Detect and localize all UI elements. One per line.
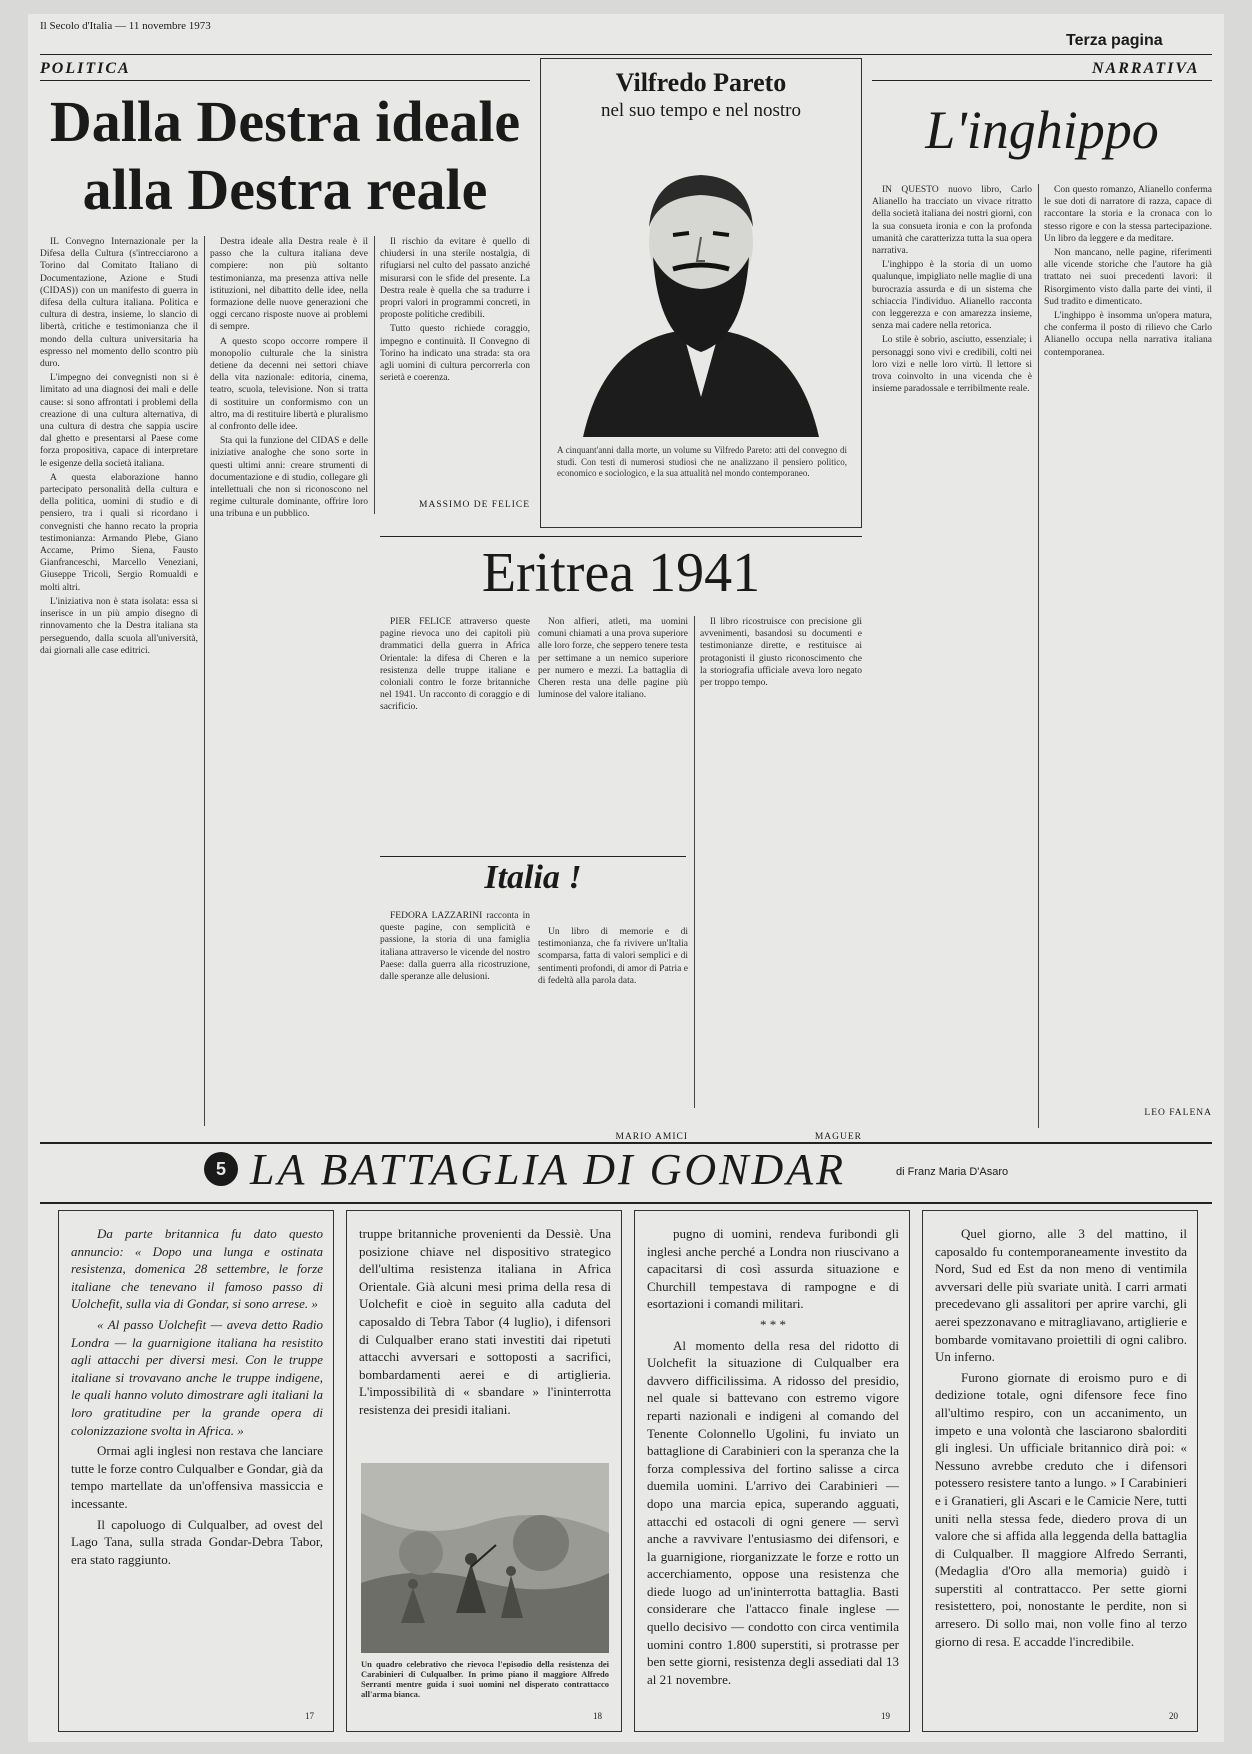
paragraph: Il rischio da evitare è quello di chiudersi in una sterile nostalgia, di rifugiarsi nel culto del passato anziché misurarsi con le sfide del presente. La Destra reale è quella che sa tradurre i propri valori in programmi concreti, in proposte politiche credibili.	[380, 237, 530, 321]
paragraph: Quel giorno, alle 3 del mattino, il caposaldo fu contemporaneamente investito da Nord, Sud ed Est da non meno di ventimila avversari delle più svariate unità. I carri armati precedevano gli assalitori per aprire varchi, gli aerei spezzonavano e mitragliavano, artiglierie e bombarde vomitavano proiettili di ogni calibro. Un inferno.	[935, 1226, 1187, 1365]
battle-painting	[361, 1463, 609, 1653]
pareto-box	[540, 58, 862, 528]
newspaper-page	[28, 14, 1224, 1742]
paragraph: IL Convegno Internazionale per la Difesa della Cultura (s'intrecciarono a Torino dal Comitato Italiano di Documentazione, Azione e Studi (CIDAS)) con un manifesto di guerra in difesa della cultura italiana. Politica e cultura di destra, insieme, lo slancio di libertà, critiche e testimonianza che il mondo della cultura universitaria ha espresso nel momento dello scontro più duro.	[40, 237, 198, 370]
episode-number-badge: 5	[204, 1152, 238, 1186]
byline-de-felice: MASSIMO DE FELICE	[419, 500, 530, 510]
left-rule	[40, 80, 530, 81]
paragraph: Non mancano, nelle pagine, riferimenti alle vicende storiche che l'autore ha già trattato nei suoi precedenti lavori: il Risorgimento visto dalla parte dei vinti, il Sud tradito e dimenticato.	[1044, 248, 1212, 307]
column-divider	[374, 236, 375, 514]
left-article-col-1	[40, 236, 198, 1126]
column-divider	[204, 236, 205, 1126]
pareto-portrait	[563, 137, 839, 437]
inghippo-col-1	[872, 184, 1032, 1128]
paragraph: IN QUESTO nuovo libro, Carlo Alianello ha tracciato un vivace ritratto della società italiana dei nostri giorni, con la sua consueta ironia e con la profonda umanità che caratterizza tutta la sua opera narrativa.	[872, 185, 1032, 257]
masthead-date: Il Secolo d'Italia — 11 novembre 1973	[40, 20, 211, 32]
battle-painting-image	[361, 1463, 609, 1653]
paragraph: Il capoluogo di Culqualber, ad ovest del Lago Tana, sulla strada Gondar-Debra Tabor, era stato raggiunto.	[71, 1516, 323, 1567]
battaglia-col-1	[71, 1225, 323, 1701]
headline-eritrea: Eritrea 1941	[481, 542, 761, 604]
italia-rule	[380, 856, 686, 857]
pareto-subtitle: nel suo tempo e nel nostro	[601, 100, 801, 121]
paragraph: PIER FELICE attraverso queste pagine rievoca uno dei capitoli più drammatici della guerra in Africa Orientale: la difesa di Cheren e la resistenza delle truppe italiane e coloniali contro le forze britanniche nel 1941. Un racconto di coraggio e di sacrificio.	[380, 617, 530, 713]
paragraph: Non alfieri, atleti, ma uomini comuni chiamati a una prova superiore alle loro forze, che seppero tenere testa per settimane a un nemico superiore per numero e mezzi. La battaglia di Cheren resta una delle pagine più luminose del valore italiano.	[538, 617, 688, 701]
top-rule	[40, 54, 1212, 55]
paragraph: Il libro ricostruisce con precisione gli avvenimenti, basandosi su documenti e testimonianze dirette, e restituisce ai protagonisti il giusto riconoscimento che la storiografia ufficiale aveva loro negato per troppo tempo.	[700, 617, 862, 689]
section-politica: POLITICA	[40, 60, 131, 77]
paragraph: Furono giornate di eroismo puro e di dedizione totale, ogni difensore fece fino all'ultimo respiro, con un accanimento, un impeto e una volontà che lasciarono sbalorditi gli inglesi. Un ufficiale britannico dirà poi: « Nessuno avrebbe creduto che i difensori potessero resistere tanto a lungo. » I Carabinieri e i Granatieri, gli Ascari e le Camicie Nere, tutti uniti nella stessa fede, diedero prova di un valore che si affida alla leggenda della battaglia di Culqualber. Il maggiore Alfredo Serranti, (Medaglia d'Oro alla memoria) guidò i superstiti al contrattacco. Per sette giorni resistettero, poi, nonostante le perdite, non si arresero. Di sollo mai, non volle fino al terzo giorno di resa. E accadde l'incredibile.	[935, 1369, 1187, 1649]
portrait-image	[563, 137, 839, 437]
pareto-caption: A cinquant'anni dalla morte, un volume su Vilfredo Pareto: atti del convegno di studi. Con testi di numerosi studiosi che ne analizzano il pensiero politico, economico e sociologico, e la sua attualità nel mondo contemporaneo.	[557, 445, 847, 478]
headline-battaglia: LA BATTAGLIA DI GONDAR	[250, 1145, 847, 1194]
page-number: 17	[305, 1711, 314, 1721]
paragraph: A questo scopo occorre rompere il monopolio culturale che la sinistra detiene da decenni nei settori chiave della vita nazionale: editoria, cinema, teatro, scuola, televisione. Non si tratta di sostituire un conformismo con un altro, ma di restituire libertà e pluralismo al confronto delle idee.	[210, 336, 368, 433]
pareto-title: Vilfredo Pareto	[615, 68, 787, 97]
eritrea-col-3	[700, 616, 862, 1128]
headline-inghippo: L'inghippo	[925, 100, 1159, 160]
paragraph: L'impegno dei convegnisti non si è limitato ad una diagnosi dei mali e delle cause: si sono affrontati i problemi della creazione di una cultura alternativa, di una cultura di destra che sappia uscire dal ghetto e presentarsi al Paese come forza propositiva, capace di interpretare le esigenze della società italiana.	[40, 373, 198, 469]
battaglia-col-box-4	[922, 1210, 1198, 1732]
headline-destra-2: alla Destra reale	[82, 157, 488, 222]
battaglia-col-box-3	[634, 1210, 910, 1732]
paragraph: L'iniziativa non è stata isolata: essa si inserisce in un più ampio disegno di rinnovamento che la Destra italiana sta perseguendo, dalla scuola all'università, dai giornali alle case editrici.	[40, 596, 198, 656]
separator-stars: * * *	[760, 1316, 786, 1332]
page-number: 20	[1169, 1711, 1178, 1721]
battaglia-col-3	[647, 1225, 899, 1701]
paragraph: Tutto questo richiede coraggio, impegno e continuità. Il Convegno di Torino ha indicato una strada: sta ora agli uomini di cultura percorrerla con serietà e coerenza.	[380, 324, 530, 384]
masthead-section: Terza pagina	[1066, 32, 1163, 49]
painting-caption: Un quadro celebrativo che rievoca l'episodio della resistenza dei Carabinieri di Culqualber. In primo piano il maggiore Alfredo Serranti mentre guida i suoi uomini nel disperato contrattacco all'arma bianca.	[361, 1659, 609, 1699]
paragraph: Destra ideale alla Destra reale è il passo che la cultura italiana deve compiere: non più soltanto testimonianza, ma presenza attiva nelle istituzioni, nel dibattito delle idee, nella formazione delle nuove generazioni che oggi cercano risposte nuove ai problemi di sempre.	[210, 237, 368, 333]
paragraph: Al momento della resa del ridotto di Uolchefit la situazione di Culqualber era davvero difficilissima. A ridosso del presidio, nel quale si battevano con estremo vigore reparti nazionali e indigeni al comando del Tenente Colonnello Ugolini, fu inviato un battaglione di Carabinieri con la speranza che la forza complessiva del fortino salisse a circa duemila uomini. L'arrivo dei Carabinieri — dopo una marcia epica, superando agguati, attacchi ed ostacoli di ogni genere — servì anche a ravvivare l'entusiasmo dei difensori, e la guarnigione, riorganizzate le forze e rotto un accerchiamento, oppose una resistenza che diede luogo ad un'ininterrotta battaglia. Basti considerare che l'attacco finale inglese — quello decisivo — condotto con circa ventimila uomini contro 1.800 superstiti, si protrasse per ben sette giorni, resistenza degli assediati dal 13 al 21 novembre.	[647, 1337, 899, 1687]
paragraph: Ormai agli inglesi non restava che lanciare tutte le forze contro Culqualber e Gondar, già da tempo martellate da un'offensiva massiccia e incessante.	[71, 1443, 323, 1511]
column-divider	[1038, 184, 1039, 1128]
right-rule	[872, 80, 1212, 81]
headline-destra-1: Dalla Destra ideale	[49, 89, 521, 154]
paragraph: L'inghippo è insomma un'opera matura, che conferma il posto di rilievo che Carlo Alianello occupa nella narrativa italiana contemporanea.	[1044, 311, 1212, 358]
paragraph: Un libro di memorie e di testimonianza, che fa rivivere un'Italia scomparsa, fatta di valori semplici e di sentimenti profondi, di amor di Patria e di fedeltà alla parola data.	[538, 927, 688, 986]
paragraph: Da parte britannica fu dato questo annuncio: « Dopo una lunga e ostinata resistenza, domenica 28 settembre, le forze italiane che tenevano il famoso passo di Uolchefit, sulla via di Gondar, si sono arrese. »	[71, 1226, 323, 1312]
left-article-col-2	[210, 236, 368, 1126]
battaglia-col-2: truppe britanniche provenienti da Dessiè. Una posizione chiave nel dispositivo strategico dell'ultima resistenza italiana in Africa Orientale. Già alcuni mesi prima della resa di Uolchefit e cioè in seguito alla caduta del caposaldo di Tebra Tabor (4 luglio), i difensori di Culqualber erano stati investiti dai ripetuti attacchi avversari e sottoposti a sacrifici, bombardamenti aerei e di artiglieria. L'impossibilità di « sbandare » l'ininterrotta resistenza dei presidi italiani.	[359, 1226, 611, 1417]
battaglia-bottom-rule	[40, 1202, 1212, 1204]
paragraph: FEDORA LAZZARINI racconta in queste pagine, con semplicità e passione, la storia di una famiglia italiana attraverso le vicende del nostro Paese: dalla guerra alla ricostruzione, dalle speranze alle delusioni.	[380, 911, 530, 983]
inghippo-col-2	[1044, 184, 1212, 1104]
italia-col-2	[538, 926, 688, 1128]
battaglia-col-4	[935, 1225, 1187, 1701]
italia-col-1	[380, 910, 530, 1128]
byline-falena: LEO FALENA	[1144, 1108, 1212, 1118]
page-number: 19	[881, 1711, 890, 1721]
page-number: 18	[593, 1711, 602, 1721]
battaglia-col-box-1	[58, 1210, 334, 1732]
battaglia-col-box-2	[346, 1210, 622, 1732]
byline-maguer: MAGUER	[814, 1132, 862, 1142]
paragraph: pugno di uomini, rendeva furibondi gli inglesi anche perché a Londra non riuscivano a capacitarsi di così assurda situazione e Churchill tempestava di rampogne e di esortazioni i comandi militari.	[647, 1226, 899, 1312]
section-narrativa: NARRATIVA	[1092, 60, 1200, 77]
paragraph: Sta qui la funzione del CIDAS e delle iniziative analoghe che sono sorte in questi ultimi anni: creare strumenti di documentazione e di studio, collegare gli intellettuali che non si riconoscono nel regime culturale dominante, offrire loro una tribuna e un pubblico.	[210, 436, 368, 520]
headline-italia: Italia !	[484, 859, 582, 896]
paragraph: Con questo romanzo, Alianello conferma le sue doti di narratore di razza, capace di raccontare la storia e la cronaca con lo stesso rigore e con la stessa partecipazione. Un libro da leggere e da meditare.	[1044, 185, 1212, 244]
paragraph: « Al passo Uolchefit — aveva detto Radio Londra — la guarnigione italiana ha resistito agli attacchi per diversi mesi. Con le truppe italiane si trovavano anche le truppe indigene, le quali hanno voluto dimostrare agli italiani la loro gratitudine per la grande opera di colonizzazione svolta in Africa. »	[71, 1316, 323, 1438]
eritrea-col-1	[380, 616, 530, 842]
eritrea-rule	[380, 536, 862, 537]
column-divider	[694, 616, 695, 1108]
byline-amici: MARIO AMICI	[615, 1132, 688, 1142]
battaglia-author: di Franz Maria D'Asaro	[896, 1166, 1009, 1178]
paragraph: L'inghippo è la storia di un uomo qualunque, impigliato nelle maglie di una burocrazia assurda e di un sistema che schiaccia l'individuo. Alianello racconta con leggerezza e con amarezza insieme, senza mai cadere nella retorica.	[872, 260, 1032, 332]
left-article-col-3	[380, 236, 530, 498]
paragraph: Lo stile è sobrio, asciutto, essenziale; i personaggi sono vivi e credibili, colti nei loro vizi e nelle loro virtù. Il lettore si trova coinvolto in una vicenda che è insieme paradossale e terribilmente reale.	[872, 335, 1032, 395]
paragraph: A questa elaborazione hanno partecipato personalità della cultura e della politica, uomini di studio e di pensiero, tra i quali si ricordano i convegnisti che hanno recato la propria testimonianza: Armando Plebe, Giano Accame, Primo Siena, Fausto Gianfranceschi, Marcello Veneziani, Giuseppe Tricoli, Sergio Romualdi e molti altri.	[40, 472, 198, 593]
